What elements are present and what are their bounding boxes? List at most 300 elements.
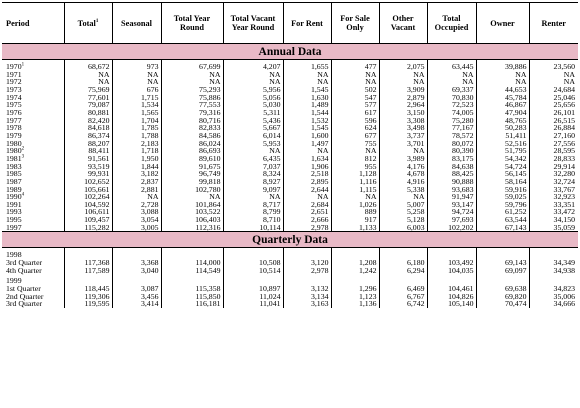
value-cell: 6,767 (379, 293, 427, 301)
value-cell: 46,867 (476, 101, 529, 109)
value-cell: 3,182 (112, 170, 161, 178)
value-cell: 27,556 (529, 140, 578, 148)
value-cell: 6,469 (379, 285, 427, 293)
period-label: 1st Quarter (6, 284, 41, 294)
value-cell: 3,308 (379, 117, 427, 125)
value-cell: NA (331, 147, 379, 155)
value-cell: 77,553 (161, 101, 223, 109)
value-cell: 11,024 (223, 293, 283, 301)
annual-data-body (2, 44, 578, 232)
period-label: 1989 (6, 184, 22, 194)
period-label: 3rd Quarter (6, 299, 43, 309)
value-cell: 69,820 (476, 293, 529, 301)
value-cell: 93,147 (427, 201, 476, 209)
value-cell: 75,969 (64, 86, 112, 94)
value-cell: 10,514 (223, 267, 283, 275)
value-cell: 617 (331, 109, 379, 117)
value-cell: 477 (331, 63, 379, 71)
value-cell: 3,701 (379, 140, 427, 148)
value-cell: 10,897 (223, 285, 283, 293)
value-cell: 2,666 (283, 216, 331, 224)
value-cell: 34,150 (529, 216, 578, 224)
value-cell: 5,667 (223, 124, 283, 132)
value-cell: 4,207 (223, 63, 283, 71)
footnote-marker: 3 (21, 154, 25, 160)
value-cell: 1,534 (112, 101, 161, 109)
value-cell: 69,097 (476, 267, 529, 275)
column-header: Seasonal (112, 3, 161, 44)
value-cell: 50,283 (476, 124, 529, 132)
value-cell: NA (223, 147, 283, 155)
value-cell: 5,030 (223, 101, 283, 109)
value-cell: 115,282 (64, 224, 112, 232)
period-label: 1990 (6, 192, 22, 202)
value-cell: 114,000 (161, 259, 223, 267)
quarterly-data-body (2, 232, 578, 308)
value-cell: 32,724 (529, 178, 578, 186)
period-label: 1999 (6, 276, 22, 286)
value-cell: 26,884 (529, 124, 578, 132)
value-cell: 2,644 (283, 186, 331, 194)
value-cell: 2,837 (112, 178, 161, 186)
value-cell: 1,532 (283, 117, 331, 125)
period-label: 1973 (6, 84, 22, 94)
value-cell: 1,715 (112, 94, 161, 102)
value-cell: NA (379, 193, 427, 201)
value-cell: 25,656 (529, 101, 578, 109)
value-cell: 33,472 (529, 208, 578, 216)
value-cell: 1,026 (331, 201, 379, 209)
value-cell: 1,704 (112, 117, 161, 125)
value-cell: 1,497 (283, 140, 331, 148)
value-cell: 63,445 (427, 63, 476, 71)
value-cell: 1,906 (283, 163, 331, 171)
value-cell: 51,411 (476, 132, 529, 140)
value-cell: 118,445 (64, 285, 112, 293)
value-cell: 2,728 (112, 201, 161, 209)
value-cell: 3,150 (379, 109, 427, 117)
value-cell: 33,767 (529, 186, 578, 194)
value-cell: 11,041 (223, 300, 283, 308)
value-cell: NA (223, 193, 283, 201)
section-band-annual (2, 44, 578, 60)
value-cell: 5,007 (379, 201, 427, 209)
value-cell: 79,316 (161, 109, 223, 117)
value-cell: 3,989 (379, 155, 427, 163)
value-cell: 77,167 (427, 124, 476, 132)
column-header: Other Vacant (379, 3, 427, 44)
value-cell: 88,411 (64, 147, 112, 155)
value-cell: NA (529, 78, 578, 86)
value-cell: 2,978 (283, 224, 331, 232)
value-cell: 28,595 (529, 147, 578, 155)
value-cell: 3,040 (112, 267, 161, 275)
value-cell: 83,175 (427, 155, 476, 163)
column-header: Total Vacant Year Round (223, 3, 283, 44)
period-label: 1970 (6, 62, 22, 71)
value-cell: 6,742 (379, 300, 427, 308)
value-cell: 2,881 (112, 186, 161, 194)
period-label: 1997 (6, 222, 22, 232)
value-cell: 32,280 (529, 170, 578, 178)
value-cell: 75,886 (161, 94, 223, 102)
value-cell: NA (112, 193, 161, 201)
period-label: 1991 (6, 199, 22, 209)
period-label: 1993 (6, 207, 22, 217)
value-cell: 93,683 (427, 186, 476, 194)
value-cell: 8,799 (223, 208, 283, 216)
value-cell: 61,252 (476, 208, 529, 216)
value-cell: NA (331, 193, 379, 201)
value-cell: 102,780 (161, 186, 223, 194)
value-cell: 1,116 (331, 178, 379, 186)
value-cell: 10,508 (223, 259, 283, 267)
value-cell: 1,544 (283, 109, 331, 117)
value-cell: 119,306 (64, 293, 112, 301)
value-cell: 105,140 (427, 300, 476, 308)
value-cell: NA (476, 71, 529, 79)
section-title-annual: Annual Data (2, 44, 578, 60)
value-cell: 5,056 (223, 94, 283, 102)
value-cell: 5,311 (223, 109, 283, 117)
value-cell: 24,684 (529, 86, 578, 94)
value-cell: 86,024 (161, 140, 223, 148)
value-cell: 29,914 (529, 163, 578, 171)
value-cell: 3,132 (283, 285, 331, 293)
value-cell: 1,655 (283, 63, 331, 71)
column-header: Owner (476, 3, 529, 44)
value-cell: 104,592 (64, 201, 112, 209)
value-cell: NA (379, 78, 427, 86)
value-cell: NA (161, 71, 223, 79)
value-cell: 6,003 (379, 224, 427, 232)
value-cell: 2,651 (283, 208, 331, 216)
value-cell: 59,025 (476, 193, 529, 201)
period-label: 1985 (6, 169, 22, 179)
value-cell: 26,515 (529, 117, 578, 125)
period-label: 1971 (6, 69, 22, 79)
value-cell: 2,518 (283, 170, 331, 178)
value-cell: 2,684 (283, 201, 331, 209)
value-cell: 1,565 (112, 109, 161, 117)
value-cell: 117,368 (64, 259, 112, 267)
value-cell: 70,474 (476, 300, 529, 308)
value-cell: NA (283, 71, 331, 79)
value-cell: 77,601 (64, 94, 112, 102)
column-header: Total Year Round (161, 3, 223, 44)
period-label: 3rd Quarter (6, 258, 43, 268)
footnote-marker: 1 (21, 62, 25, 68)
value-cell: 69,638 (476, 285, 529, 293)
value-cell: 84,618 (64, 124, 112, 132)
value-cell: 97,693 (427, 216, 476, 224)
value-cell: 889 (331, 208, 379, 216)
value-cell: 88,425 (427, 170, 476, 178)
value-cell: 102,264 (64, 193, 112, 201)
value-cell: 917 (331, 216, 379, 224)
value-cell: 59,796 (476, 201, 529, 209)
value-cell: 119,595 (64, 300, 112, 308)
period-label: 1980 (6, 146, 22, 156)
value-cell: 1,718 (112, 147, 161, 155)
value-cell: 1,788 (112, 132, 161, 140)
value-cell: 116,181 (161, 300, 223, 308)
value-cell: 115,850 (161, 293, 223, 301)
value-cell: 54,342 (476, 155, 529, 163)
value-cell: 51,795 (476, 147, 529, 155)
value-cell: 502 (331, 86, 379, 94)
value-cell: 72,523 (427, 101, 476, 109)
value-cell: 1,128 (331, 170, 379, 178)
value-cell: NA (476, 78, 529, 86)
value-cell: 4,678 (379, 170, 427, 178)
value-cell: NA (529, 71, 578, 79)
value-cell: 27,160 (529, 132, 578, 140)
value-cell: 106,403 (161, 216, 223, 224)
value-cell: 10,114 (223, 224, 283, 232)
value-cell: 54,724 (476, 163, 529, 171)
value-cell: 75,280 (427, 117, 476, 125)
value-cell: 99,818 (161, 178, 223, 186)
value-cell: 115,358 (161, 285, 223, 293)
section-title-quarterly: Quarterly Data (2, 232, 578, 248)
value-cell: NA (283, 193, 331, 201)
value-cell: 44,653 (476, 86, 529, 94)
value-cell: 755 (331, 140, 379, 148)
column-header: Renter (529, 3, 578, 44)
value-cell: 96,749 (161, 170, 223, 178)
value-cell: 5,128 (379, 216, 427, 224)
value-cell: 80,716 (161, 117, 223, 125)
value-cell: 3,414 (112, 300, 161, 308)
value-cell: 3,498 (379, 124, 427, 132)
value-cell: 25,046 (529, 94, 578, 102)
table-row (2, 63, 578, 71)
period-label: 2nd Quarter (6, 291, 44, 301)
value-cell: 28,833 (529, 155, 578, 163)
value-cell: 80,881 (64, 109, 112, 117)
value-cell: 67,143 (476, 224, 529, 232)
value-cell: NA (283, 78, 331, 86)
value-cell: 676 (112, 86, 161, 94)
value-cell: 6,294 (379, 267, 427, 275)
value-cell: 59,916 (476, 186, 529, 194)
value-cell: NA (161, 78, 223, 86)
value-cell: NA (427, 71, 476, 79)
housing-inventory-table-container (2, 2, 578, 404)
value-cell: 47,904 (476, 109, 529, 117)
value-cell: 2,978 (283, 267, 331, 275)
value-cell: 33,351 (529, 201, 578, 209)
value-cell: 80,072 (427, 140, 476, 148)
value-cell: 3,163 (283, 300, 331, 308)
value-cell: NA (379, 147, 427, 155)
value-cell: 3,134 (283, 293, 331, 301)
value-cell: 8,927 (223, 178, 283, 186)
value-cell: 2,964 (379, 101, 427, 109)
value-cell: 3,368 (112, 259, 161, 267)
value-cell: NA (223, 71, 283, 79)
value-cell: 102,202 (427, 224, 476, 232)
period-cell (2, 224, 64, 232)
value-cell: NA (331, 78, 379, 86)
value-cell: 86,374 (64, 132, 112, 140)
value-cell: 34,938 (529, 267, 578, 275)
value-cell: 102,652 (64, 178, 112, 186)
value-cell: 1,545 (283, 124, 331, 132)
value-cell: 26,101 (529, 109, 578, 117)
value-cell: 75,293 (161, 86, 223, 94)
value-cell: 1,123 (331, 293, 379, 301)
value-cell: 93,519 (64, 163, 112, 171)
value-cell: 91,675 (161, 163, 223, 171)
value-cell: NA (64, 71, 112, 79)
value-cell: 3,088 (112, 208, 161, 216)
value-cell: 91,947 (427, 193, 476, 201)
value-cell: 577 (331, 101, 379, 109)
value-cell: 4,916 (379, 178, 427, 186)
value-cell: 3,120 (283, 259, 331, 267)
value-cell: 45,784 (476, 94, 529, 102)
value-cell: 3,456 (112, 293, 161, 301)
value-cell: 624 (331, 124, 379, 132)
value-cell: 1,634 (283, 155, 331, 163)
value-cell: NA (112, 78, 161, 86)
value-cell: 4,176 (379, 163, 427, 171)
footnote-marker: 4 (21, 192, 25, 198)
value-cell: 596 (331, 117, 379, 125)
value-cell: 8,717 (223, 201, 283, 209)
value-cell: 90,888 (427, 178, 476, 186)
value-cell: 68,672 (64, 63, 112, 71)
value-cell: 114,549 (161, 267, 223, 275)
value-cell: 5,436 (223, 117, 283, 125)
value-cell: 1,545 (283, 86, 331, 94)
value-cell: 3,005 (112, 224, 161, 232)
period-label: 1975 (6, 100, 22, 110)
period-label: 1983 (6, 161, 22, 171)
housing-inventory-table (2, 2, 578, 308)
value-cell: 99,931 (64, 170, 112, 178)
period-cell (2, 300, 64, 308)
value-cell: 103,522 (161, 208, 223, 216)
period-cell (2, 267, 64, 275)
value-cell: 56,145 (476, 170, 529, 178)
value-cell: 104,461 (427, 285, 476, 293)
value-cell: 94,724 (427, 208, 476, 216)
period-label: 1987 (6, 176, 22, 186)
value-cell: 104,826 (427, 293, 476, 301)
table-row (2, 224, 578, 232)
value-cell: 88,207 (64, 140, 112, 148)
value-cell: 6,180 (379, 259, 427, 267)
value-cell: 32,923 (529, 193, 578, 201)
value-cell: 1,208 (331, 259, 379, 267)
value-cell: 2,183 (112, 140, 161, 148)
value-cell: 547 (331, 94, 379, 102)
period-label: 1978 (6, 123, 22, 133)
period-label: 1974 (6, 92, 22, 102)
value-cell: 34,666 (529, 300, 578, 308)
value-cell: 117,589 (64, 267, 112, 275)
value-cell: 35,059 (529, 224, 578, 232)
value-cell: 1,115 (331, 186, 379, 194)
value-cell: 58,164 (476, 178, 529, 186)
value-cell: 1,296 (331, 285, 379, 293)
value-cell: 1,785 (112, 124, 161, 132)
section-band-quarterly (2, 232, 578, 248)
value-cell: 6,014 (223, 132, 283, 140)
value-cell: 1,242 (331, 267, 379, 275)
value-cell: NA (64, 78, 112, 86)
value-cell: 1,489 (283, 101, 331, 109)
value-cell: 109,457 (64, 216, 112, 224)
value-cell: 9,097 (223, 186, 283, 194)
period-label: 4th Quarter (6, 265, 42, 275)
value-cell: 1,630 (283, 94, 331, 102)
value-cell: 84,638 (427, 163, 476, 171)
period-label: 1981 (6, 153, 22, 163)
value-cell: 23,560 (529, 63, 578, 71)
value-cell: 677 (331, 132, 379, 140)
value-cell: 2,879 (379, 94, 427, 102)
value-cell: 3,909 (379, 86, 427, 94)
value-cell: 52,516 (476, 140, 529, 148)
value-cell: NA (427, 78, 476, 86)
value-cell: 104,035 (427, 267, 476, 275)
value-cell: 91,561 (64, 155, 112, 163)
table-row (2, 300, 578, 308)
value-cell: 5,953 (223, 140, 283, 148)
value-cell: 3,087 (112, 285, 161, 293)
value-cell: 84,586 (161, 132, 223, 140)
value-cell: 1,600 (283, 132, 331, 140)
value-cell: 8,324 (223, 170, 283, 178)
value-cell: 89,610 (161, 155, 223, 163)
column-header: For Sale Only (331, 3, 379, 44)
period-label: 1977 (6, 115, 22, 125)
value-cell: 3,054 (112, 216, 161, 224)
footnote-marker: 2 (21, 146, 25, 152)
table-row (2, 71, 578, 79)
column-header: Total Occupied (427, 3, 476, 44)
value-cell: 5,258 (379, 208, 427, 216)
value-cell: 1,844 (112, 163, 161, 171)
period-label: 1980 (6, 138, 22, 148)
column-header: Total$^1$ (64, 3, 112, 44)
value-cell: 80,390 (427, 147, 476, 155)
value-cell: 6,435 (223, 155, 283, 163)
value-cell: 101,864 (161, 201, 223, 209)
column-header: For Rent (283, 3, 331, 44)
value-cell: 1,136 (331, 300, 379, 308)
value-cell: 3,737 (379, 132, 427, 140)
value-cell: 34,823 (529, 285, 578, 293)
value-cell: 34,349 (529, 259, 578, 267)
value-cell: 2,075 (379, 63, 427, 71)
value-cell: 86,693 (161, 147, 223, 155)
value-cell: NA (283, 147, 331, 155)
value-cell: 1,950 (112, 155, 161, 163)
column-header: Period (2, 3, 64, 44)
value-cell: 812 (331, 155, 379, 163)
value-cell: 105,661 (64, 186, 112, 194)
value-cell: 973 (112, 63, 161, 71)
value-cell: 106,611 (64, 208, 112, 216)
value-cell: 955 (331, 163, 379, 171)
value-cell: 74,005 (427, 109, 476, 117)
value-cell: NA (161, 193, 223, 201)
